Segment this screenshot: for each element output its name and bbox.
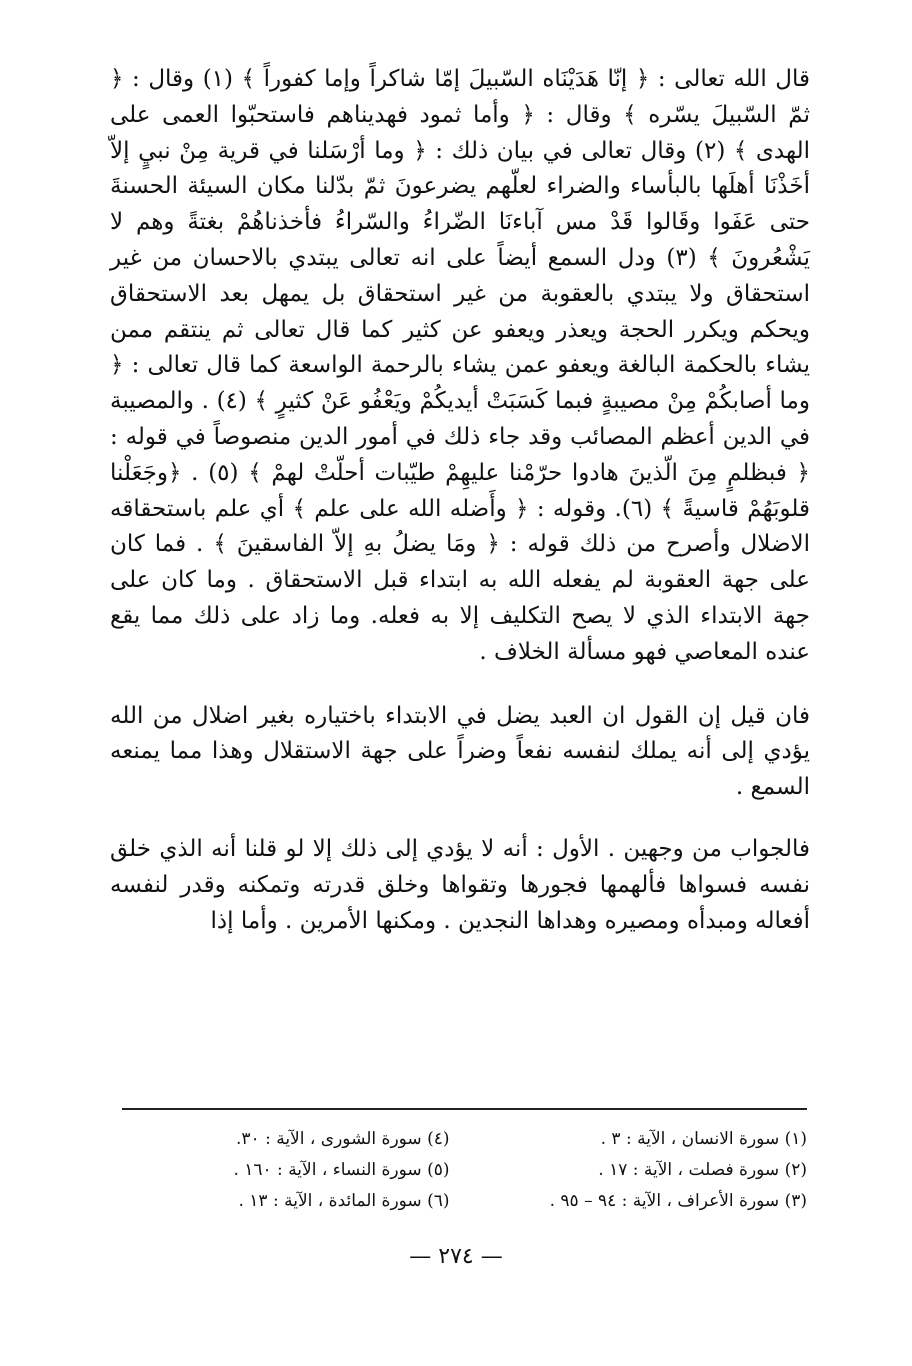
- footnote-item: (٤) سورة الشورى ، الآية : ٣٠.: [236, 1129, 450, 1149]
- footnote-item: (٣) سورة الأعراف ، الآية : ٩٤ – ٩٥ .: [549, 1191, 807, 1211]
- body-paragraph: قال الله تعالى : ﴿ إنّا هَدَيْنَاه السّبيلَ إمّا شاكراً وإما كفوراً ﴾ (١) وقال : ﴿ ثمّ السّبيلَ يسّره ﴾ وقال : ﴿ وأما ثمود فهديناهم فاستحبّوا العمى على الهدى ﴾ (٢) وقال تعالى في بيان ذلك : ﴿ وما أرْسَلنا في قرية مِنْ نبيٍ إلاّ أخَذْنَا أهلَها بالبأساء والضراء لعلّهم يضرعونَ ثمّ بدّلنا مكان السيئة الحسنةَ حتى عَفَوا وقَالوا قَدْ مس آباءنَا الضّراءُ والسّراءُ فأخذناهُمْ بغتةً وهم لا يَشْعُرونَ ﴾ (٣) ودل السمع أيضاً على انه تعالى يبتدي بالاحسان من غير استحقاق ولا يبتدي بالعقوبة من غير استحقاق بل يمهل بعد الاستحقاق ويحكم ويكرر الحجة ويعذر ويعفو عن كثير كما قال تعالى ثم ينتقم ممن يشاء بالحكمة البالغة ويعفو عمن يشاء بالرحمة الواسعة كما قال تعالى : ﴿ وما أصابكُمْ مِنْ مصيبةٍ فبما كَسَبَتْ أيديكُمْ ويَعْفُو عَنْ كثيرٍ ﴾ (٤) . والمصيبة في الدين أعظم المصائب وقد جاء ذلك في أمور الدين منصوصاً في قوله : ﴿ فبظلمٍ مِنَ الّذينَ هادوا حرّمْنا عليهِمْ طيّبات أحلّتْ لهمْ ﴾ (٥) . ﴿وجَعَلْنا قلوبَهُمْ قاسيةً ﴾ (٦). وقوله : ﴿ وأَضله الله على علم ﴾ أي علم باستحقاقه الاضلال وأصرح من ذلك قوله : ﴿ ومَا يضلُ بهِ إلاّ الفاسقينَ ﴾ . فما كان على جهة العقوبة لم يفعله الله به ابتداء قبل الاستحقاق . وما كان على جهة الابتداء الذي لا يصح التكليف إلا به فعله. وما زاد على ذلك مما يقع عنده المعاصي فهو مسألة الخلاف .: [110, 66, 811, 665]
- body-paragraph: فالجواب من وجهين . الأول : أنه لا يؤدي إلى ذلك إلا لو قلنا أنه الذي خلق نفسه فسواها فألهمها فجورها وتقواها وخلق قدرته وتمكنه وقدر لنفسه أفعاله ومبدأه ومصيره وهداها النجدين . ومكنها الأمرين . وأما إذا: [110, 835, 810, 934]
- footnotes-right-column: [480, 1124, 808, 1217]
- page-body: [110, 62, 810, 939]
- footnote-item: (١) سورة الانسان ، الآية : ٣ .: [600, 1129, 807, 1149]
- footnote-item: (٥) سورة النساء ، الآية : ١٦٠ .: [233, 1160, 450, 1180]
- footnote-item: (٦) سورة المائدة ، الآية : ١٣ .: [238, 1191, 450, 1211]
- body-paragraph: فان قيل إن القول ان العبد يضل في الابتداء باختياره بغير اضلال من الله يؤدي إلى أنه يملك لنفسه نفعاً وضراً على جهة الاستقلال وهذا مما يمنعه السمع .: [110, 702, 810, 801]
- footnote-divider: [122, 1108, 807, 1110]
- footnote-item: (٢) سورة فصلت ، الآية : ١٧ .: [598, 1160, 807, 1180]
- page-number: — ٢٧٤ —: [409, 1244, 503, 1269]
- footnotes-left-column: [122, 1124, 480, 1217]
- footnotes: [122, 1124, 807, 1217]
